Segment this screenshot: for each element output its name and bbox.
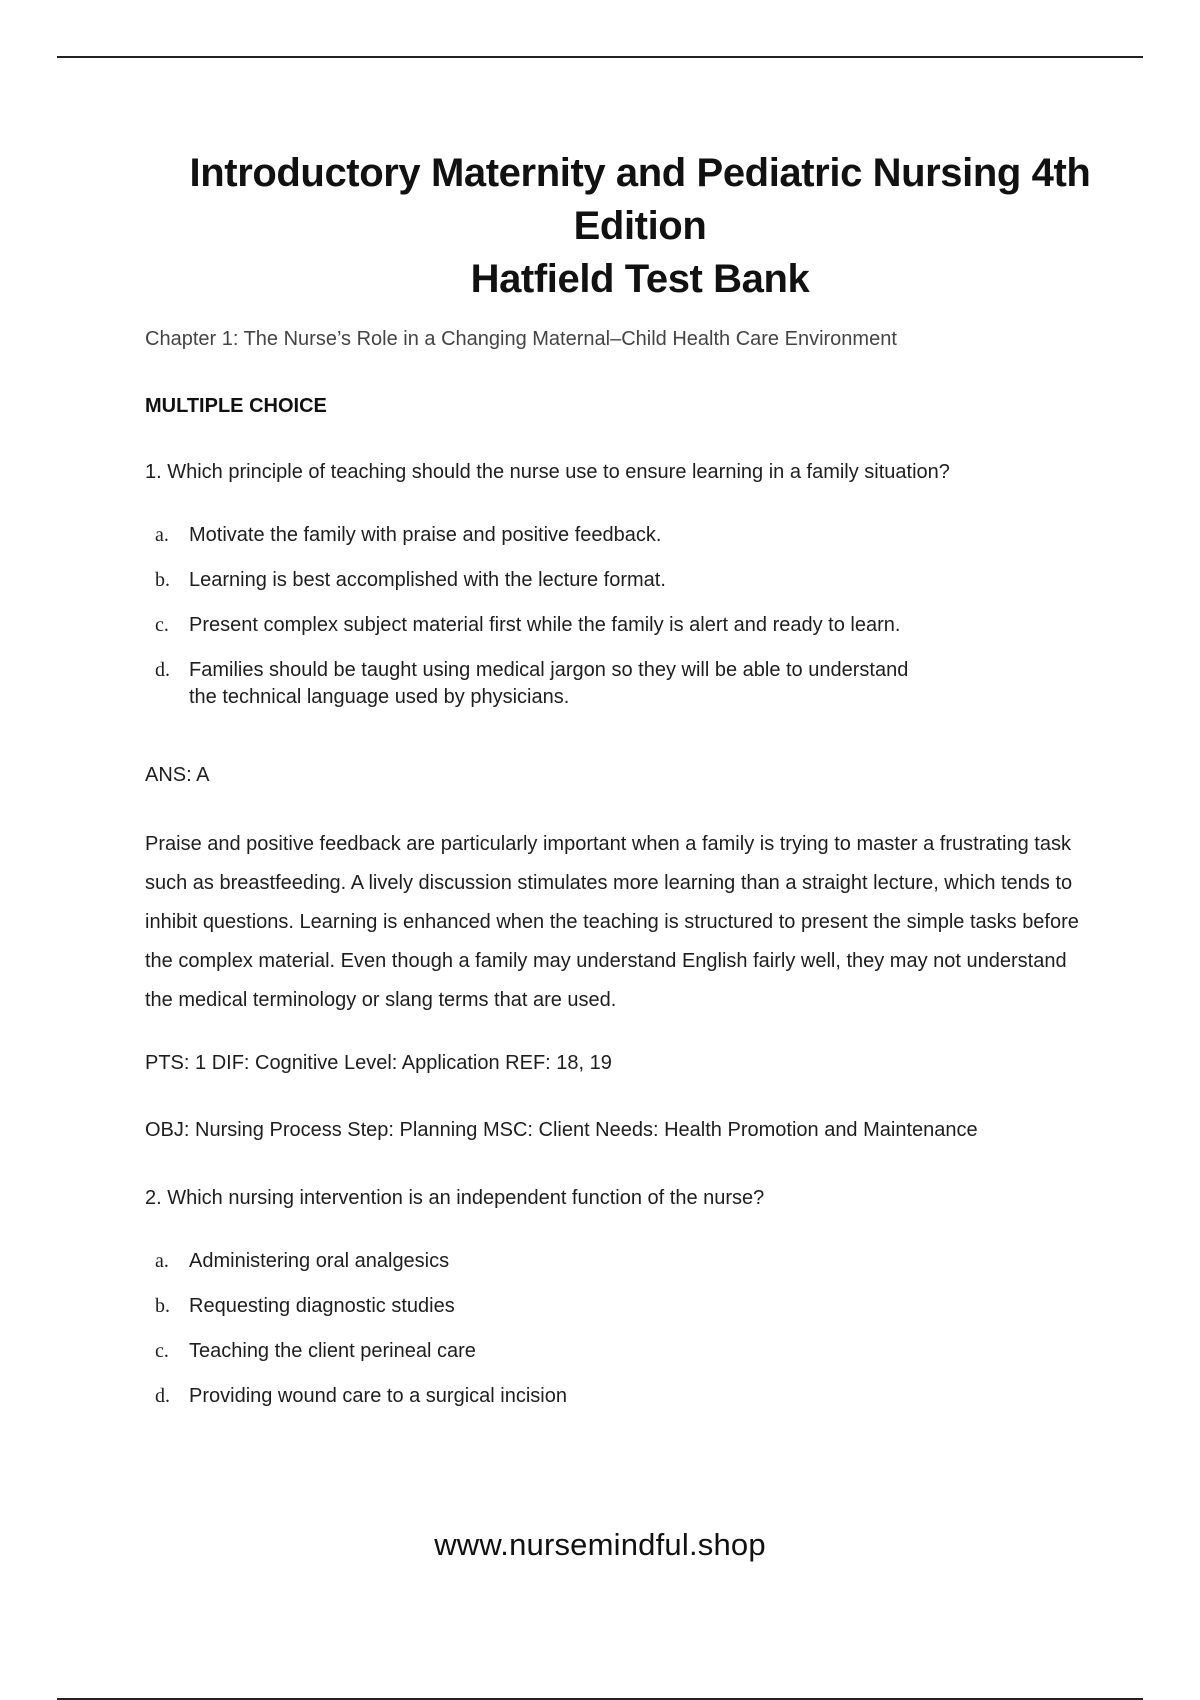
option-text: Present complex subject material first while the family is alert and ready to learn. — [189, 614, 901, 636]
option-letter: b. — [155, 1295, 170, 1317]
option-letter: a. — [155, 524, 169, 546]
option-text: Administering oral analgesics — [189, 1250, 450, 1272]
answer-rationale: Praise and positive feedback are particularly important when a family is trying to master a frustrating task such as breastfeeding. A lively discussion stimulates more learning than a straight lecture, which tends to inhibit questions. Learning is enhanced when the teaching is structured to present the simple tasks before the complex material. Even though a family may understand English fairly well, they may not understand the medical terminology or slang terms that are used. — [145, 833, 1079, 1011]
option-letter: a. — [155, 1250, 169, 1272]
option-b — [145, 567, 1045, 594]
title-line-1: Introductory Maternity and Pediatric Nursing 4th Edition — [189, 151, 1091, 248]
question-1-options — [145, 522, 1045, 729]
question-metadata-pts: PTS: 1 DIF: Cognitive Level: Application REF: 18, 19 — [145, 1052, 612, 1074]
chapter-heading: Chapter 1: The Nurse’s Role in a Changing Maternal–Child Health Care Environment — [145, 328, 897, 350]
footer-url: www.nursemindful.shop — [434, 1527, 766, 1562]
option-d — [145, 1383, 1045, 1410]
option-letter: c. — [155, 1340, 169, 1362]
question-2-stem: 2. Which nursing intervention is an independent function of the nurse? — [145, 1187, 765, 1209]
option-text: Motivate the family with praise and positive feedback. — [189, 524, 662, 546]
option-text: Teaching the client perineal care — [189, 1340, 476, 1362]
section-heading: MULTIPLE CHOICE — [145, 395, 327, 417]
option-letter: c. — [155, 614, 169, 636]
question-metadata-obj: OBJ: Nursing Process Step: Planning MSC: Client Needs: Health Promotion and Maintenance — [145, 1119, 978, 1141]
title-line-2: Hatfield Test Bank — [470, 257, 810, 301]
top-divider — [57, 56, 1143, 58]
option-a — [145, 522, 1045, 549]
option-text: Learning is best accomplished with the lecture format. — [189, 569, 666, 591]
option-c — [145, 1338, 1045, 1365]
question-1-stem: 1. Which principle of teaching should the nurse use to ensure learning in a family situation? — [145, 461, 950, 483]
option-text: Families should be taught using medical jargon so they will be able to understand the technical language used by physicians. — [189, 659, 909, 708]
option-letter: d. — [155, 1385, 170, 1407]
question-2-options — [145, 1248, 1045, 1428]
answer-key: ANS: A — [145, 764, 210, 786]
option-text: Providing wound care to a surgical incision — [189, 1385, 567, 1407]
option-d — [145, 657, 935, 711]
option-letter: b. — [155, 569, 170, 591]
option-a — [145, 1248, 1045, 1275]
option-b — [145, 1293, 1045, 1320]
option-text: Requesting diagnostic studies — [189, 1295, 455, 1317]
option-c — [145, 612, 1045, 639]
document-title — [120, 147, 1160, 306]
option-letter: d. — [155, 659, 170, 681]
